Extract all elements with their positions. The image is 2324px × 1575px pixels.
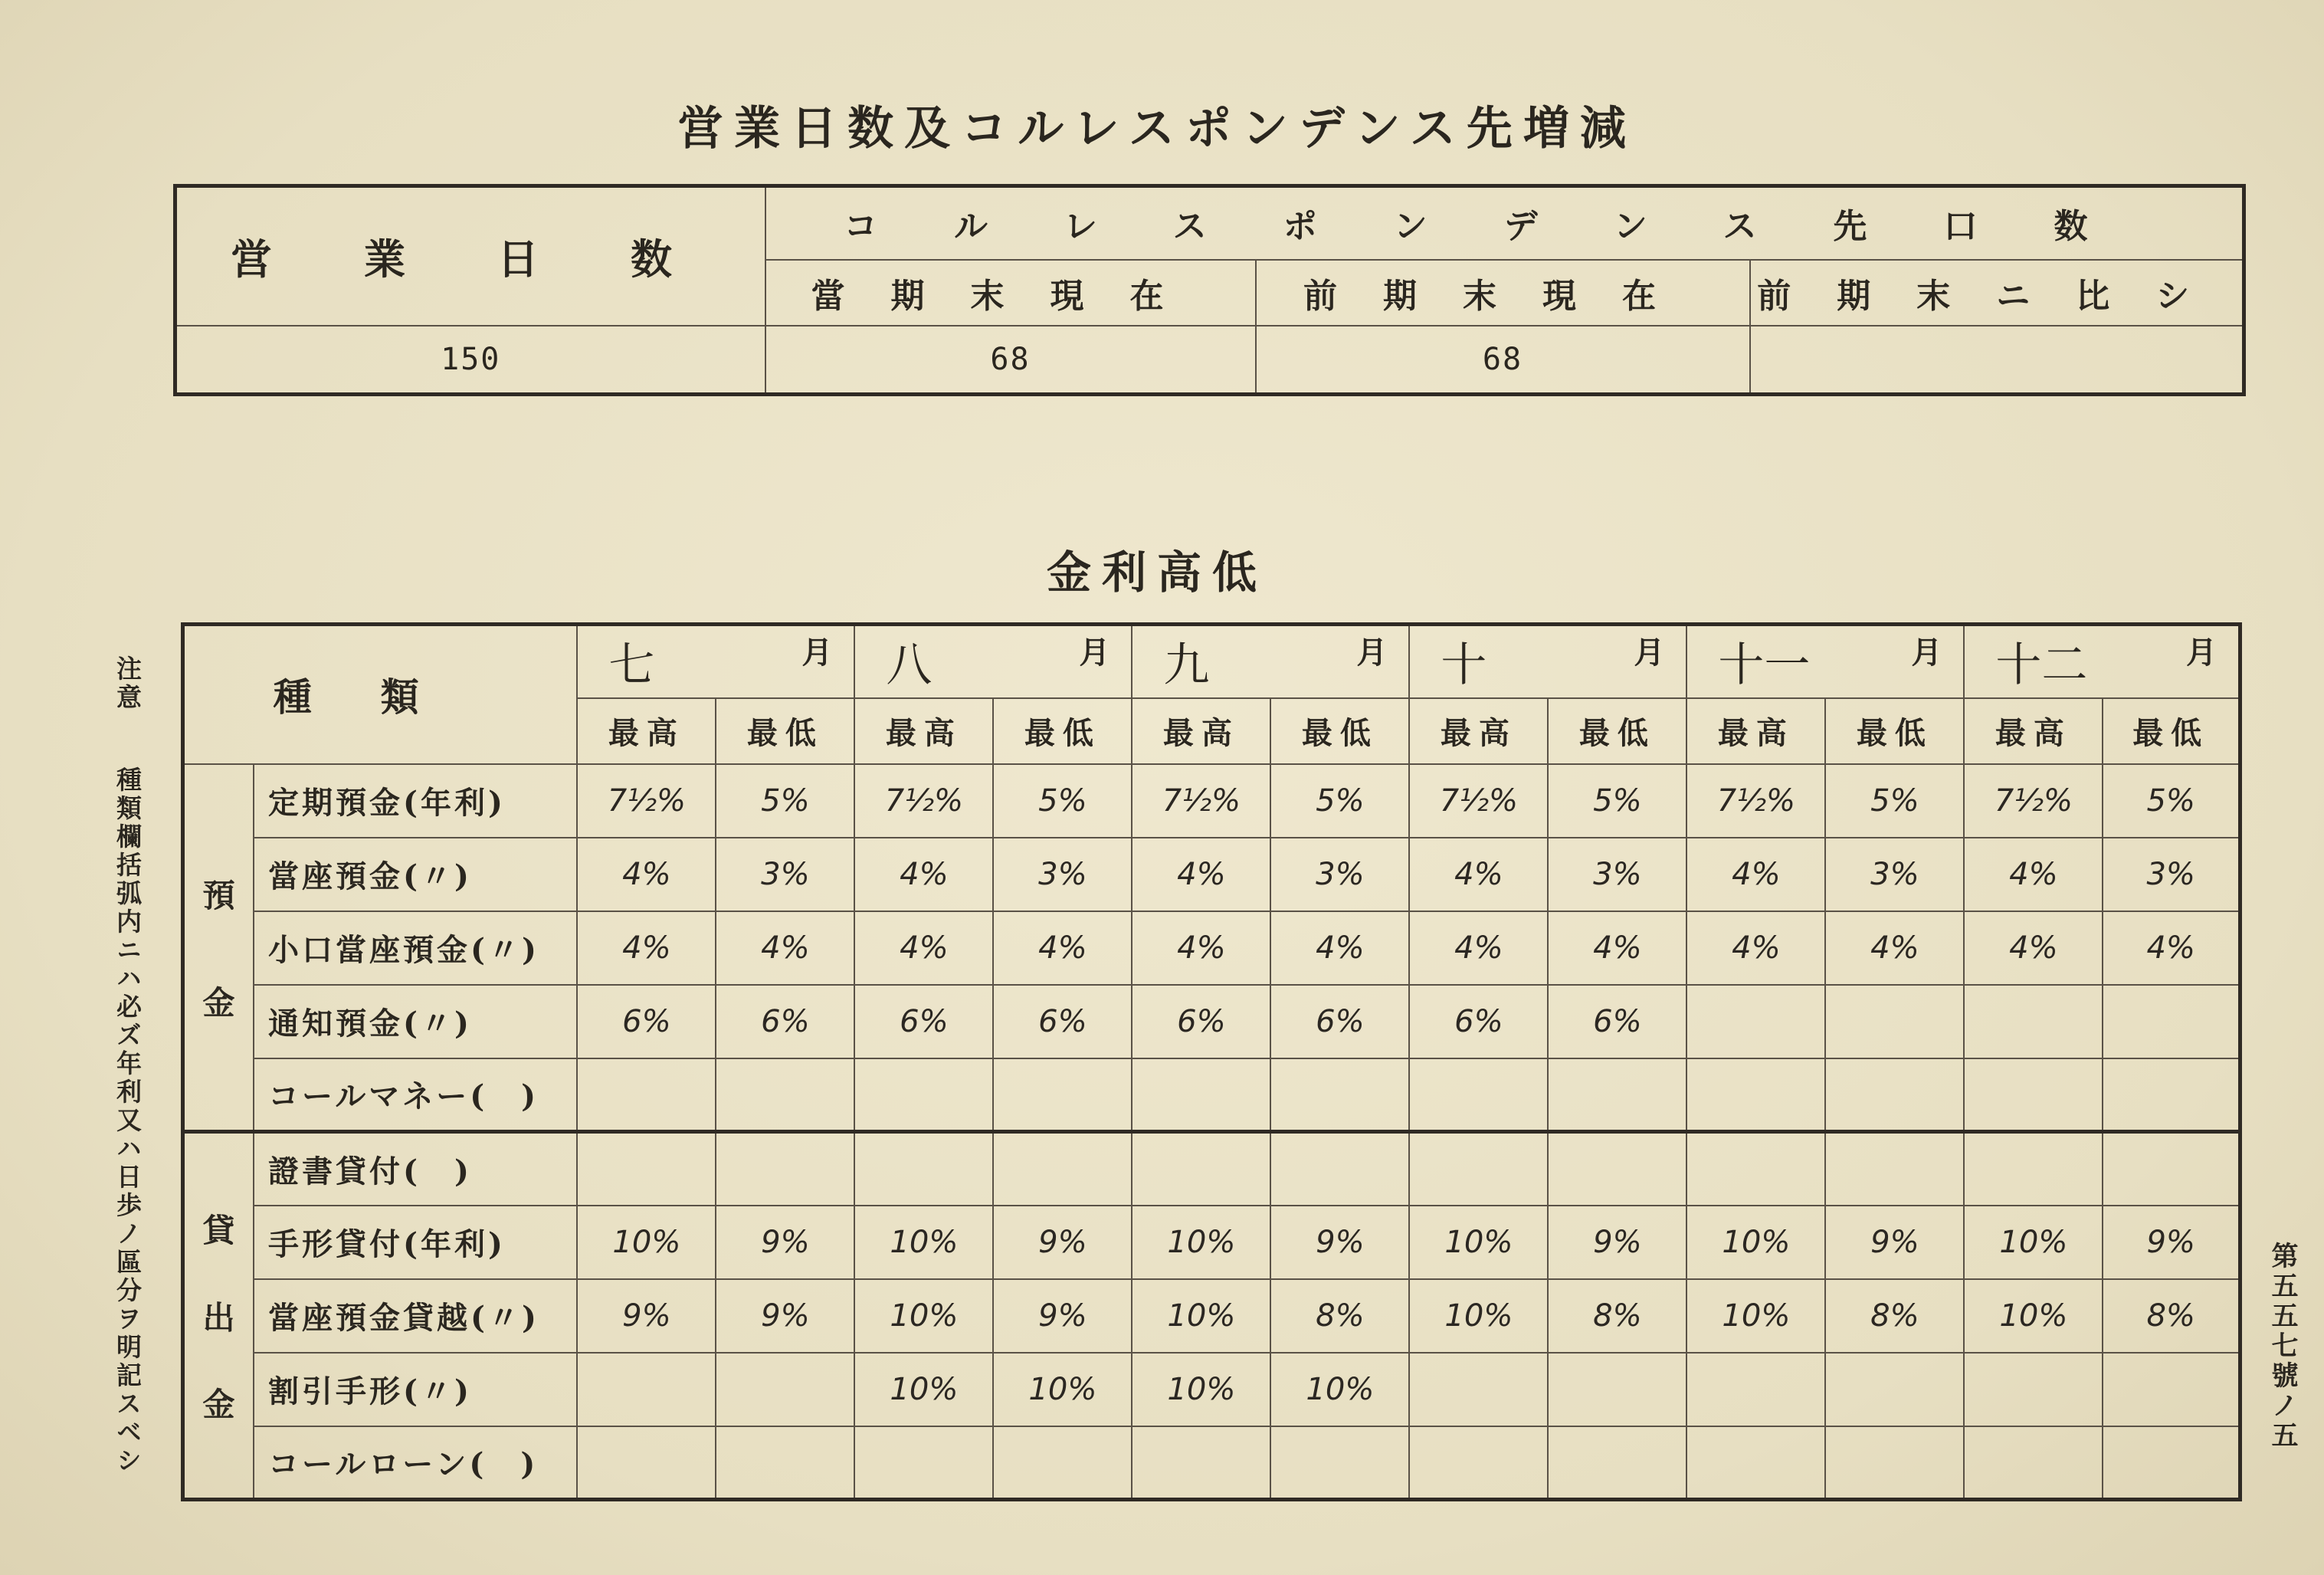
deposit-group-label [183, 764, 254, 1132]
rate-cell: 10% [1270, 1353, 1409, 1426]
rate-cell: 3% [993, 838, 1132, 911]
rate-cell [1964, 1132, 2103, 1206]
rate-cell: 9% [993, 1206, 1132, 1279]
rate-row-label: 證書貸付( ) [254, 1132, 577, 1206]
rate-cell: 7½% [1686, 764, 1825, 838]
month-header [1409, 625, 1686, 698]
rate-cell: 4% [993, 911, 1132, 985]
rate-cell: 5% [2103, 764, 2240, 838]
rate-cell: 4% [1825, 911, 1964, 985]
low-header: 最低 [2103, 698, 2240, 764]
rate-cell [993, 1058, 1132, 1132]
rate-cell: 10% [1132, 1279, 1270, 1353]
rate-cell [1686, 1426, 1825, 1500]
rate-cell [1825, 985, 1964, 1058]
rate-cell: 9% [1548, 1206, 1686, 1279]
rate-cell: 10% [854, 1353, 993, 1426]
rate-cell [854, 1426, 993, 1500]
loan-group-label [183, 1132, 254, 1500]
rate-cell [1825, 1058, 1964, 1132]
rate-cell: 10% [854, 1206, 993, 1279]
rate-cell [1548, 1426, 1686, 1500]
rate-cell [2103, 1426, 2240, 1500]
rate-cell [1409, 1132, 1548, 1206]
rate-cell [716, 1132, 854, 1206]
rate-cell [1270, 1426, 1409, 1500]
side-char: 貸 [202, 1212, 235, 1250]
rate-cell: 10% [1409, 1206, 1548, 1279]
rate-cell: 4% [1964, 911, 2103, 985]
month-number: 十一 [1718, 638, 1811, 693]
rate-cell [716, 1353, 854, 1426]
rate-cell: 10% [577, 1206, 716, 1279]
rate-cell [1686, 1353, 1825, 1426]
rate-cell: 6% [993, 985, 1132, 1058]
rate-cell: 4% [577, 911, 716, 985]
month-suffix: 月 [1079, 635, 1110, 671]
rate-cell [1270, 1132, 1409, 1206]
business-days-header: 営業日数 [175, 186, 765, 326]
rate-cell: 9% [716, 1206, 854, 1279]
side-char: 預 [202, 876, 235, 914]
rate-cell: 7½% [577, 764, 716, 838]
rate-cell [1132, 1058, 1270, 1132]
rate-cell [854, 1058, 993, 1132]
month-header [1132, 625, 1409, 698]
rate-cell: 8% [2103, 1279, 2240, 1353]
business-days-table [173, 184, 2246, 396]
rate-row-label: 定期預金(年利) [254, 764, 577, 838]
rate-cell [1686, 985, 1825, 1058]
rate-cell [2103, 1058, 2240, 1132]
low-header: 最低 [1270, 698, 1409, 764]
rate-cell [1964, 1058, 2103, 1132]
rate-cell [993, 1426, 1132, 1500]
rate-cell: 3% [1548, 838, 1686, 911]
rate-row-label: 手形貸付(年利) [254, 1206, 577, 1279]
rate-cell: 7½% [1132, 764, 1270, 838]
rate-cell [577, 1426, 716, 1500]
compare-prev-header: 前期末ニ比シ [1750, 260, 2244, 326]
rate-cell: 6% [716, 985, 854, 1058]
rate-cell [2103, 985, 2240, 1058]
rate-cell: 5% [1270, 764, 1409, 838]
rate-cell: 10% [1132, 1353, 1270, 1426]
rate-cell [1132, 1132, 1270, 1206]
month-suffix: 月 [2186, 635, 2217, 671]
month-suffix: 月 [1356, 635, 1388, 671]
rate-cell: 9% [1270, 1206, 1409, 1279]
month-number: 八 [886, 638, 933, 693]
rate-cell [577, 1132, 716, 1206]
rate-cell: 8% [1548, 1279, 1686, 1353]
rate-cell: 7½% [1964, 764, 2103, 838]
rate-cell: 10% [1964, 1206, 2103, 1279]
interest-rate-title: 金利高低 [1046, 546, 1267, 599]
compare-prev-value [1750, 326, 2244, 395]
rate-cell: 4% [716, 911, 854, 985]
rate-cell: 4% [854, 838, 993, 911]
rate-row-label: 小口當座預金(〃) [254, 911, 577, 985]
rate-cell [1409, 1353, 1548, 1426]
rate-cell: 4% [854, 911, 993, 985]
rate-cell [854, 1132, 993, 1206]
rate-cell: 9% [1825, 1206, 1964, 1279]
rate-cell: 6% [1132, 985, 1270, 1058]
rate-cell [1964, 1353, 2103, 1426]
rate-row-label: コールローン( ) [254, 1426, 577, 1500]
rate-cell [716, 1058, 854, 1132]
rate-cell: 3% [716, 838, 854, 911]
high-header: 最高 [577, 698, 716, 764]
rate-cell: 4% [2103, 911, 2240, 985]
month-suffix: 月 [801, 635, 833, 671]
rate-cell: 10% [1132, 1206, 1270, 1279]
rate-row-label: 當座預金(〃) [254, 838, 577, 911]
low-header: 最低 [1548, 698, 1686, 764]
rate-cell: 10% [1409, 1279, 1548, 1353]
current-end-header: 當期末現在 [765, 260, 1256, 326]
rate-cell: 5% [1548, 764, 1686, 838]
rate-row-label: 割引手形(〃) [254, 1353, 577, 1426]
rate-cell [1548, 1058, 1686, 1132]
side-char: 金 [202, 983, 235, 1022]
rate-cell [2103, 1132, 2240, 1206]
rate-cell: 9% [2103, 1206, 2240, 1279]
rate-cell: 6% [577, 985, 716, 1058]
rate-cell: 8% [1825, 1279, 1964, 1353]
high-header: 最高 [1409, 698, 1548, 764]
rate-cell [1825, 1353, 1964, 1426]
month-number: 九 [1163, 638, 1210, 693]
rate-cell [1964, 985, 2103, 1058]
business-days-value: 150 [175, 326, 765, 395]
month-number: 十二 [1995, 638, 2088, 693]
rate-cell: 5% [993, 764, 1132, 838]
rate-cell: 9% [993, 1279, 1132, 1353]
rate-cell: 7½% [854, 764, 993, 838]
rate-cell: 3% [1270, 838, 1409, 911]
rate-cell [1548, 1132, 1686, 1206]
rate-cell [1270, 1058, 1409, 1132]
high-header: 最高 [1964, 698, 2103, 764]
low-header: 最低 [993, 698, 1132, 764]
low-header: 最低 [716, 698, 854, 764]
rate-row-label: コールマネー( ) [254, 1058, 577, 1132]
rate-row-label: 通知預金(〃) [254, 985, 577, 1058]
page-number: 第五五七號ノ五 [2267, 1242, 2299, 1451]
rate-cell: 5% [1825, 764, 1964, 838]
rate-cell [1825, 1426, 1964, 1500]
rate-cell: 6% [1548, 985, 1686, 1058]
rate-cell [1686, 1058, 1825, 1132]
high-header: 最高 [1686, 698, 1825, 764]
correspondent-header: コルレスポンデンス先口数 [765, 186, 2244, 260]
rate-cell [1964, 1426, 2103, 1500]
high-header: 最高 [854, 698, 993, 764]
rate-cell [577, 1058, 716, 1132]
rate-cell: 4% [1964, 838, 2103, 911]
rate-cell [1409, 1426, 1548, 1500]
rate-cell: 3% [2103, 838, 2240, 911]
interest-rate-table [181, 622, 2242, 1501]
rate-cell [577, 1353, 716, 1426]
rate-cell: 4% [1132, 838, 1270, 911]
prev-end-header: 前期末現在 [1256, 260, 1750, 326]
rate-cell [1825, 1132, 1964, 1206]
rate-cell: 6% [854, 985, 993, 1058]
rate-cell: 5% [716, 764, 854, 838]
rate-cell: 4% [1409, 838, 1548, 911]
month-number: 十 [1441, 638, 1487, 693]
rate-cell [1548, 1353, 1686, 1426]
note-text: 種類欄括弧内ニハ必ズ年利又ハ日歩ノ區分ヲ明記スベシ [113, 766, 143, 1475]
high-header: 最高 [1132, 698, 1270, 764]
note-label: 注意 [113, 655, 143, 712]
month-header [1964, 625, 2240, 698]
side-char: 金 [202, 1385, 235, 1423]
rate-cell [1409, 1058, 1548, 1132]
rate-cell: 4% [1132, 911, 1270, 985]
rate-cell [2103, 1353, 2240, 1426]
rate-cell: 4% [1686, 911, 1825, 985]
rate-cell [1132, 1426, 1270, 1500]
rate-cell: 4% [1686, 838, 1825, 911]
month-header [1686, 625, 1964, 698]
rate-cell [993, 1132, 1132, 1206]
month-number: 七 [608, 638, 655, 693]
rate-cell: 10% [854, 1279, 993, 1353]
rate-cell: 4% [1409, 911, 1548, 985]
rate-cell: 6% [1270, 985, 1409, 1058]
kind-header: 種類 [183, 625, 578, 764]
low-header: 最低 [1825, 698, 1964, 764]
rate-cell: 8% [1270, 1279, 1409, 1353]
month-header [577, 625, 854, 698]
rate-row-label: 當座預金貸越(〃) [254, 1279, 577, 1353]
rate-cell: 10% [1686, 1206, 1825, 1279]
rate-cell: 10% [993, 1353, 1132, 1426]
rate-cell: 10% [1686, 1279, 1825, 1353]
rate-cell: 7½% [1409, 764, 1548, 838]
rate-cell [1686, 1132, 1825, 1206]
prev-end-value: 68 [1256, 326, 1750, 395]
business-days-title: 営業日数及コルレスポンデンス先増減 [677, 102, 1637, 156]
rate-cell: 3% [1825, 838, 1964, 911]
month-suffix: 月 [1634, 635, 1665, 671]
rate-cell: 9% [577, 1279, 716, 1353]
rate-cell: 4% [1548, 911, 1686, 985]
side-char: 出 [202, 1298, 235, 1337]
rate-cell: 4% [577, 838, 716, 911]
rate-cell: 6% [1409, 985, 1548, 1058]
month-suffix: 月 [1911, 635, 1942, 671]
month-header [854, 625, 1132, 698]
current-end-value: 68 [765, 326, 1256, 395]
rate-cell: 4% [1270, 911, 1409, 985]
rate-cell: 10% [1964, 1279, 2103, 1353]
rate-cell: 9% [716, 1279, 854, 1353]
rate-cell [716, 1426, 854, 1500]
